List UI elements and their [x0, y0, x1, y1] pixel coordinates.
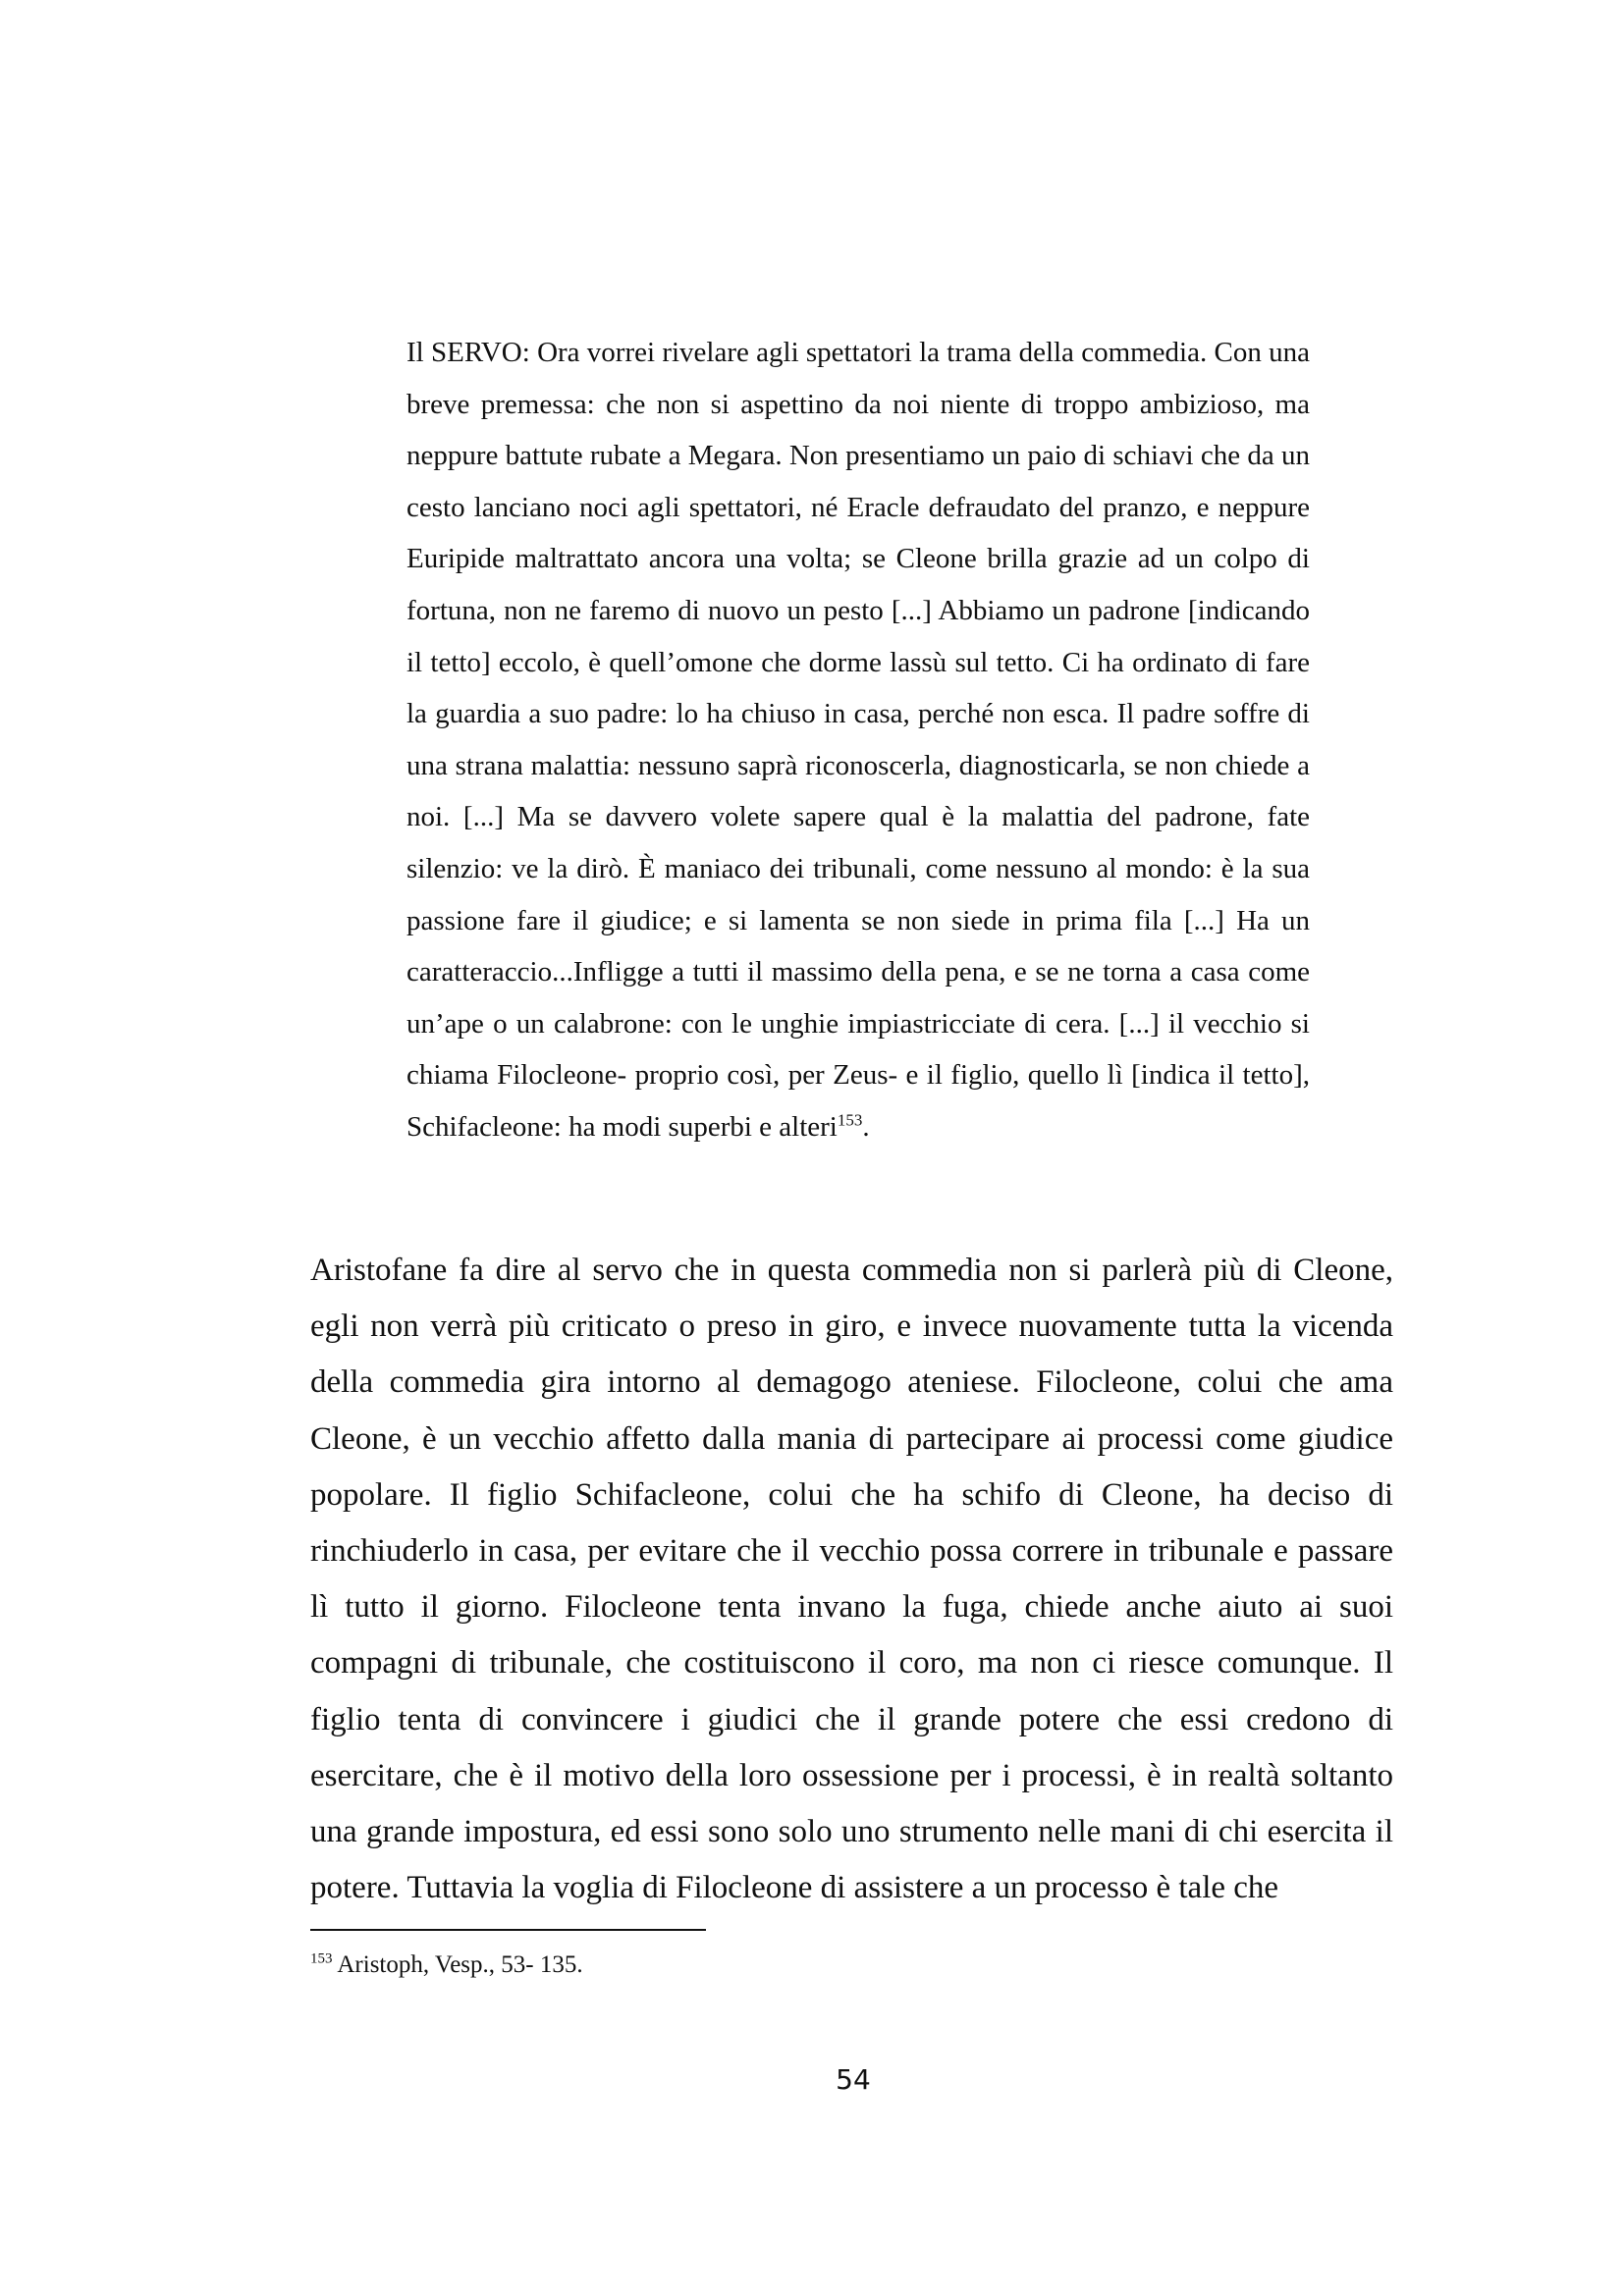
footnote-separator [310, 1929, 706, 1931]
footnote [310, 1949, 1390, 1982]
quote-text: Il SERVO: Ora vorrei rivelare agli spettatori la trama della commedia. Con una breve premessa: che non si aspettino da noi niente di troppo ambizioso, ma neppure battute rubate a Megara. Non presentiamo un paio di schiavi che da un cesto lanciano noci agli spettatori, né Eracle defraudato del pranzo, e neppure Euripide maltrattato ancora una volta; se Cleone brilla grazie ad un colpo di fortuna, non ne faremo di nuovo un pesto [...] Abbiamo un padrone [indicando il tetto] eccolo, è quell’omone che dorme lassù sul tetto. Ci ha ordinato di fare la guardia a suo padre: lo ha chiuso in casa, perché non esca. Il padre soffre di una strana malattia: nessuno saprà riconoscerla, diagnosticarla, se non chiede a noi. [...] Ma se davvero volete sapere qual è la malattia del padrone, fate silenzio: ve la dirò. È maniaco dei tribunali, come nessuno al mondo: è la sua passione fare il giudice; e si lamenta se non siede in prima fila [...] Ha un caratteraccio...Infligge a tutti il massimo della pena, e se ne torna a casa come un’ape o un calabrone: con le unghie impiastricciate di cera. [...] il vecchio si chiama Filocleone- proprio così, per Zeus- e il figlio, quello lì [indica il tetto], Schifacleone: ha modi superbi e alteri [406, 337, 1310, 1143]
footnote-text: Aristoph, Vesp., 53- 135. [332, 1951, 583, 1978]
body-paragraph: Aristofane fa dire al servo che in questa commedia non si parlerà più di Cleone, egli non verrà più criticato o preso in giro, e invece nuovamente tutta la vicenda della commedia gira intorno al demagogo ateniese. Filocleone, colui che ama Cleone, è un vecchio affetto dalla mania di partecipare ai processi come giudice popolare. Il figlio Schifacleone, colui che ha schifo di Cleone, ha deciso di rinchiuderlo in casa, per evitare che il vecchio possa correre in tribunale e passare lì tutto il giorno. Filocleone tenta invano la fuga, chiede anche aiuto ai suoi compagni di tribunale, che costituiscono il coro, ma non ci riesce comunque. Il figlio tenta di convincere i giudici che il grande potere che essi credono di esercitare, che è il motivo della loro ossessione per i processi, è in realtà soltanto una grande impostura, ed essi sono solo uno strumento nelle mani di chi esercita il potere. Tuttavia la voglia di Filocleone di assistere a un processo è tale che [310, 1253, 1393, 1906]
footnote-reference: 153 [837, 1110, 863, 1130]
footnote-number: 153 [310, 1950, 333, 1967]
block-quote [406, 327, 1310, 1153]
page-number: 54 [836, 2063, 871, 2096]
quote-end: . [862, 1110, 870, 1143]
